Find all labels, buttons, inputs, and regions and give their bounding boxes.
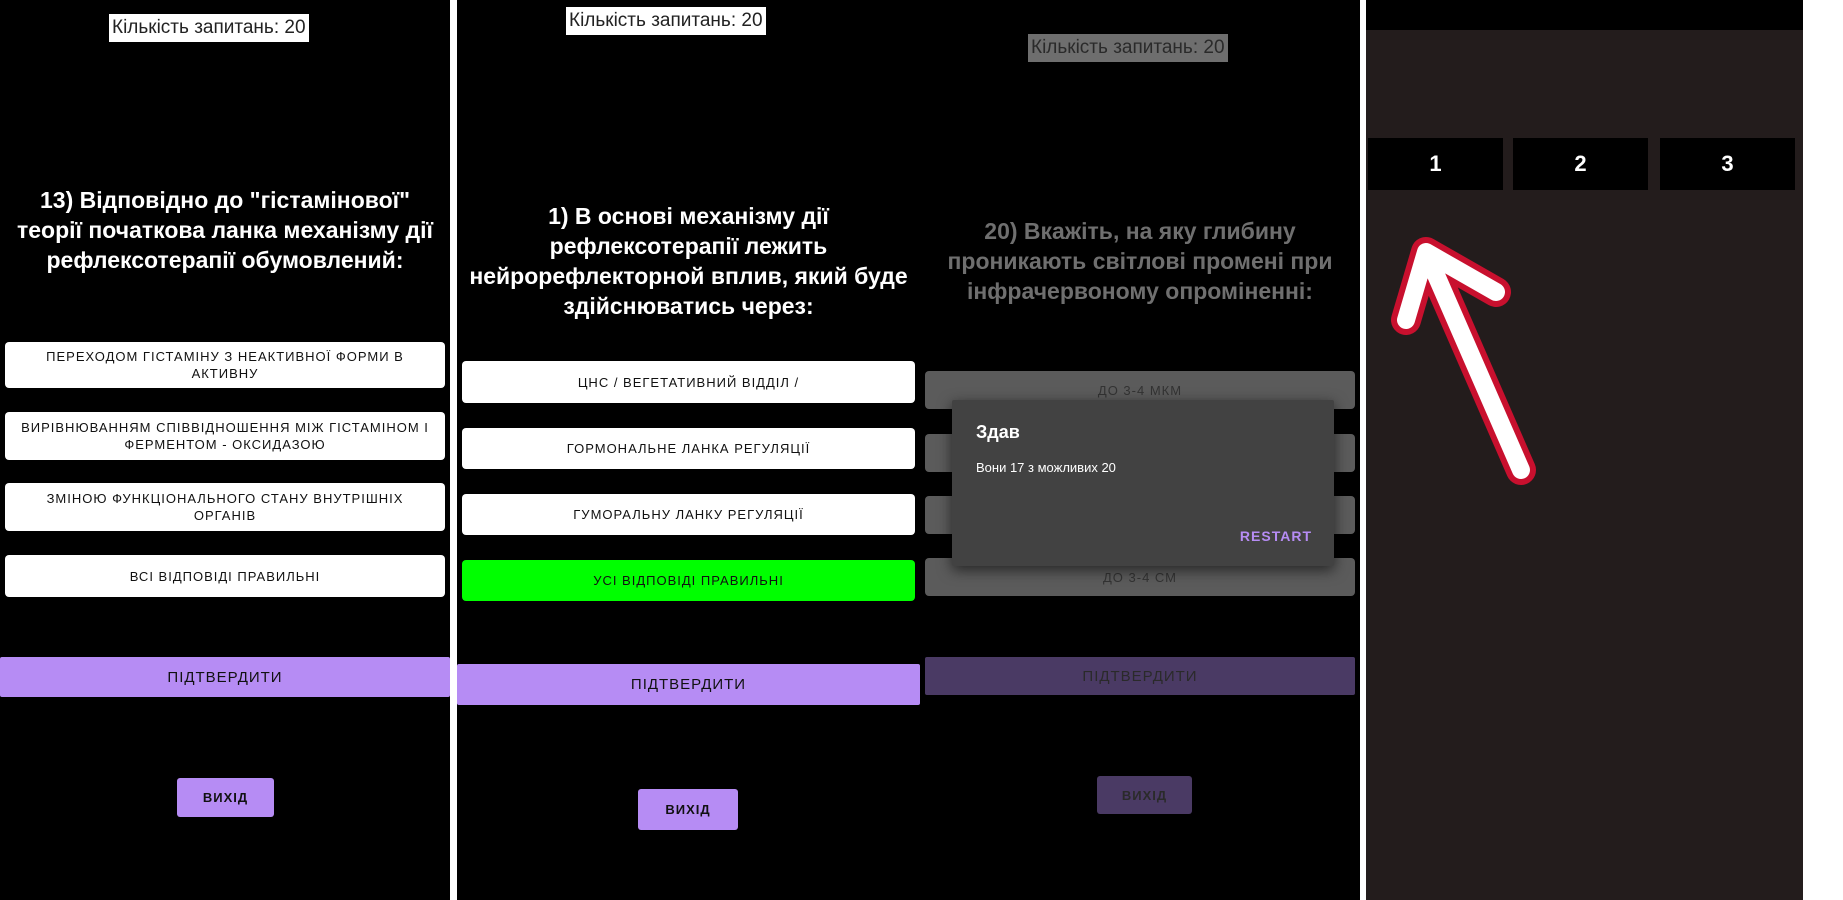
question-text: 13) Відповідно до "гістамінової" теорії початкова ланка механізму дії рефлексотерапії обумовлений: xyxy=(16,187,434,273)
answer-option-1[interactable]: ДО 3-4 МКМ xyxy=(925,371,1355,409)
answer-option-3[interactable]: ЗМІНОЮ ФУНКЦІОНАЛЬНОГО СТАНУ ВНУТРІШНІХ ОРГАНІВ xyxy=(5,483,445,531)
question-count-label: Кількість запитань: 20 xyxy=(566,7,766,35)
level-button-1[interactable]: 1 xyxy=(1368,138,1503,190)
question-count-label: Кількість запитань: 20 xyxy=(109,14,309,42)
answer-option-1[interactable]: ПЕРЕХОДОМ ГІСТАМІНУ З НЕАКТИВНОЇ ФОРМИ В АКТИВНУ xyxy=(5,342,445,388)
dialog-message: Вони 17 з можливих 20 xyxy=(976,460,1116,475)
answer-option-4[interactable]: ДО 3-4 СМ xyxy=(925,558,1355,596)
confirm-button[interactable]: ПІДТВЕРДИТИ xyxy=(457,664,920,705)
result-dialog xyxy=(952,400,1334,566)
quiz-screen-2 xyxy=(457,0,920,900)
confirm-button[interactable]: ПІДТВЕРДИТИ xyxy=(0,657,450,697)
exit-button[interactable]: ВИХІД xyxy=(1097,776,1192,814)
answer-option-1[interactable]: ЦНС / ВЕГЕТАТИВНИЙ ВІДДІЛ / xyxy=(462,361,915,403)
answer-option-2[interactable]: ГОРМОНАЛЬНЕ ЛАНКА РЕГУЛЯЦІЇ xyxy=(462,428,915,469)
question-count-label: Кількість запитань: 20 xyxy=(1028,34,1228,62)
level-select-screen xyxy=(1366,0,1803,900)
question-text: 20) Вкажіть, на яку глибину проникають світлові промені при інфрачервоному опроміненні: xyxy=(947,218,1333,304)
quiz-screen-3 xyxy=(920,0,1360,900)
red-arrow-icon xyxy=(1366,0,1803,900)
exit-button[interactable]: ВИХІД xyxy=(177,778,274,817)
answer-option-2[interactable]: ВИРІВНЮВАННЯМ СПІВВІДНОШЕННЯ МІЖ ГІСТАМІНОМ І ФЕРМЕНТОМ - ОКСИДАЗОЮ xyxy=(5,412,445,460)
quiz-screen-1 xyxy=(0,0,450,900)
restart-button[interactable]: RESTART xyxy=(1239,528,1312,544)
answer-option-3[interactable]: ГУМОРАЛЬНУ ЛАНКУ РЕГУЛЯЦІЇ xyxy=(462,494,915,535)
level-button-2[interactable]: 2 xyxy=(1513,138,1648,190)
level-button-3[interactable]: 3 xyxy=(1660,138,1795,190)
answer-option-4-correct[interactable]: УСІ ВІДПОВІДІ ПРАВИЛЬНІ xyxy=(462,560,915,601)
question-text: 1) В основі механізму дії рефлексотерапії лежить нейрорефлекторной вплив, який буде здійснюватись через: xyxy=(469,203,908,319)
confirm-button[interactable]: ПІДТВЕРДИТИ xyxy=(925,657,1355,695)
exit-button[interactable]: ВИХІД xyxy=(638,789,738,830)
answer-option-4[interactable]: ВСІ ВІДПОВІДІ ПРАВИЛЬНІ xyxy=(5,555,445,597)
dialog-title: Здав xyxy=(976,422,1020,442)
